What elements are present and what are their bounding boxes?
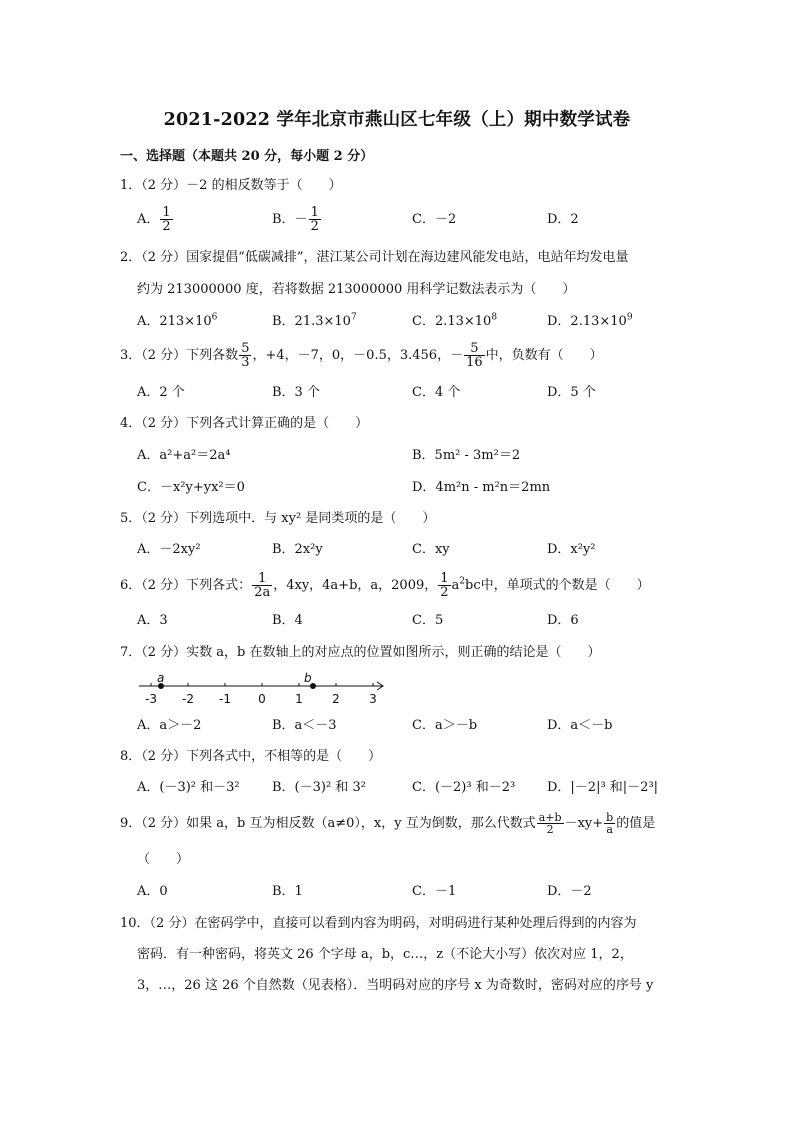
- denominator: 3: [241, 355, 250, 370]
- stem-text: 的值是: [616, 816, 656, 831]
- fraction: [537, 812, 564, 835]
- numerator: a+b: [538, 811, 562, 824]
- exponent: 2: [459, 576, 466, 587]
- stem-text: 6．（2 分）下列各式：: [120, 578, 252, 593]
- q3-option-c: C．4 个: [412, 385, 461, 400]
- page-title: 2021-2022 学年北京市燕山区七年级（上）期中数学试卷: [163, 110, 631, 130]
- question-4: 4．（2 分）下列各式计算正确的是（ ）: [120, 416, 369, 431]
- q1-option-b: [272, 206, 322, 233]
- point-b-label: b: [304, 672, 312, 685]
- numerator: 5: [241, 341, 250, 356]
- fraction: [309, 206, 321, 233]
- tick-label: -1: [219, 692, 231, 706]
- question-9: [120, 812, 680, 835]
- question-10-line2: 密码．有一种密码，将英文 26 个字母 a，b，c…，z（不论大小写）依次对应 1，2，: [137, 947, 633, 962]
- q5-option-b: B．2x²y: [272, 542, 323, 557]
- tick-label: -2: [182, 692, 194, 706]
- point-a-label: a: [157, 672, 165, 685]
- q9-option-c: C．－1: [412, 884, 457, 899]
- q2-option-d: [547, 312, 633, 332]
- q1-option-d: D．2: [547, 212, 579, 227]
- option-text: A．213×10: [137, 314, 212, 329]
- tick-label: 0: [258, 692, 266, 706]
- q8-option-a: A．(－3)² 和－3²: [137, 780, 240, 795]
- q4-option-b: B．5m² - 3m²＝2: [412, 448, 521, 463]
- question-8: 8．（2 分）下列各式中，不相等的是（ ）: [120, 749, 382, 764]
- exponent: 7: [350, 312, 357, 323]
- stem-text: bc: [465, 578, 481, 593]
- q5-option-c: C．xy: [412, 542, 450, 557]
- denominator: 2: [440, 585, 449, 600]
- numerator: 1: [310, 205, 319, 220]
- q7-option-c: C．a＞－b: [412, 718, 478, 733]
- q8-option-d: D．|－2|³ 和|－2³|: [547, 780, 659, 795]
- stem-text: 中，单项式的个数是（ ）: [480, 578, 650, 593]
- question-1: 1．（2 分）－2 的相反数等于（ ）: [120, 178, 342, 193]
- question-10-line1: 10．（2 分）在密码学中，直接可以看到内容为明码，对明码进行某种处理后得到的内容为: [120, 916, 637, 931]
- q5-option-a: A．－2xy²: [137, 542, 201, 557]
- q9-option-b: B．1: [272, 884, 303, 899]
- stem-text: ，4xy，4a+b，a，2009，: [273, 578, 438, 593]
- numerator: 1: [162, 205, 171, 220]
- question-2-line2: 约为 213000000 度，若将数据 213000000 用科学记数法表示为（ ）: [137, 282, 576, 297]
- denominator: 2: [162, 219, 171, 234]
- tick-label: 3: [369, 692, 377, 706]
- denominator: a: [606, 823, 613, 836]
- q3-option-d: D．5 个: [547, 385, 596, 400]
- stem-text: ，+4，－7，0，－0.5，3.456，－: [252, 348, 464, 363]
- numerator: 5: [464, 342, 485, 356]
- q7-option-a: A．a＞－2: [137, 718, 202, 733]
- exponent: 6: [211, 312, 218, 323]
- q7-option-b: B．a＜－3: [272, 718, 337, 733]
- q4-option-d: D．4m²n - m²n＝2mn: [412, 480, 551, 495]
- question-3: [120, 342, 680, 369]
- denominator: 2a: [254, 585, 271, 600]
- numerator: 1: [440, 571, 449, 586]
- q3-option-a: A．2 个: [137, 385, 185, 400]
- fraction: [160, 206, 172, 233]
- stem-text: 中，负数有（ ）: [485, 348, 603, 363]
- tick-label: 1: [295, 692, 303, 706]
- number-line-figure: [137, 672, 397, 712]
- q7-option-d: D．a＜－b: [547, 718, 613, 733]
- denominator: 16: [466, 355, 483, 370]
- fraction: [464, 342, 485, 369]
- stem-text: 9．（2 分）如果 a，b 互为相反数（a≠0），x，y 互为倒数，那么代数式: [120, 816, 536, 831]
- fraction: [438, 572, 450, 599]
- q5-option-d: D．x²y²: [547, 542, 596, 557]
- numerator: b: [606, 811, 614, 824]
- tick-label: 2: [332, 692, 340, 706]
- stem-text: －xy+: [564, 816, 604, 831]
- fraction: [252, 572, 272, 599]
- denominator: 2: [310, 219, 319, 234]
- option-prefix: B．－: [272, 212, 308, 227]
- q6-option-b: B．4: [272, 613, 303, 628]
- q8-option-b: B．(－3)² 和 3²: [272, 780, 366, 795]
- stem-text: a: [451, 578, 460, 593]
- fraction: [239, 342, 251, 369]
- q4-option-c: C．－x²y+yx²＝0: [137, 480, 245, 495]
- q9-option-d: D．－2: [547, 884, 592, 899]
- option-text: B．21.3×10: [272, 314, 351, 329]
- q1-option-c: C．－2: [412, 212, 457, 227]
- question-5: 5．（2 分）下列选项中．与 xy² 是同类项的是（ ）: [120, 511, 436, 526]
- question-9-paren: （ ）: [137, 852, 190, 867]
- q4-option-a: A．a²+a²＝2a⁴: [137, 448, 231, 463]
- question-2-line1: 2．（2 分）国家提倡“低碳减排”，湛江某公司计划在海边建风能发电站，电站年均发电量: [120, 250, 629, 265]
- q3-option-b: B．3 个: [272, 385, 320, 400]
- tick-label: -3: [145, 692, 157, 706]
- option-text: C．2.13×10: [412, 314, 492, 329]
- numerator: 1: [252, 572, 272, 586]
- denominator: 2: [546, 823, 554, 836]
- section-heading: 一、选择题（本题共 20 分，每小题 2 分）: [120, 149, 374, 164]
- q6-option-c: C．5: [412, 613, 444, 628]
- q1-option-a: [137, 206, 174, 233]
- q6-option-d: D．6: [547, 613, 579, 628]
- exponent: 8: [491, 312, 498, 323]
- option-text: D．2.13×10: [547, 314, 627, 329]
- q6-option-a: A．3: [137, 613, 168, 628]
- q2-option-b: [272, 312, 357, 332]
- exponent: 9: [626, 312, 633, 323]
- q8-option-c: C．(－2)³ 和－2³: [412, 780, 516, 795]
- option-prefix: A．: [137, 212, 160, 227]
- q2-option-c: [412, 312, 497, 332]
- question-6: [120, 572, 680, 599]
- fraction: [604, 812, 615, 835]
- question-7: 7．（2 分）实数 a，b 在数轴上的对应点的位置如图所示，则正确的结论是（ ）: [120, 645, 601, 660]
- question-10-line3: 3，…，26 这 26 个自然数（见表格）．当明码对应的序号 x 为奇数时，密码对应的序号 y: [137, 978, 654, 993]
- q9-option-a: A．0: [137, 884, 168, 899]
- q2-option-a: [137, 312, 217, 332]
- stem-text: 3．（2 分）下列各数: [120, 348, 239, 363]
